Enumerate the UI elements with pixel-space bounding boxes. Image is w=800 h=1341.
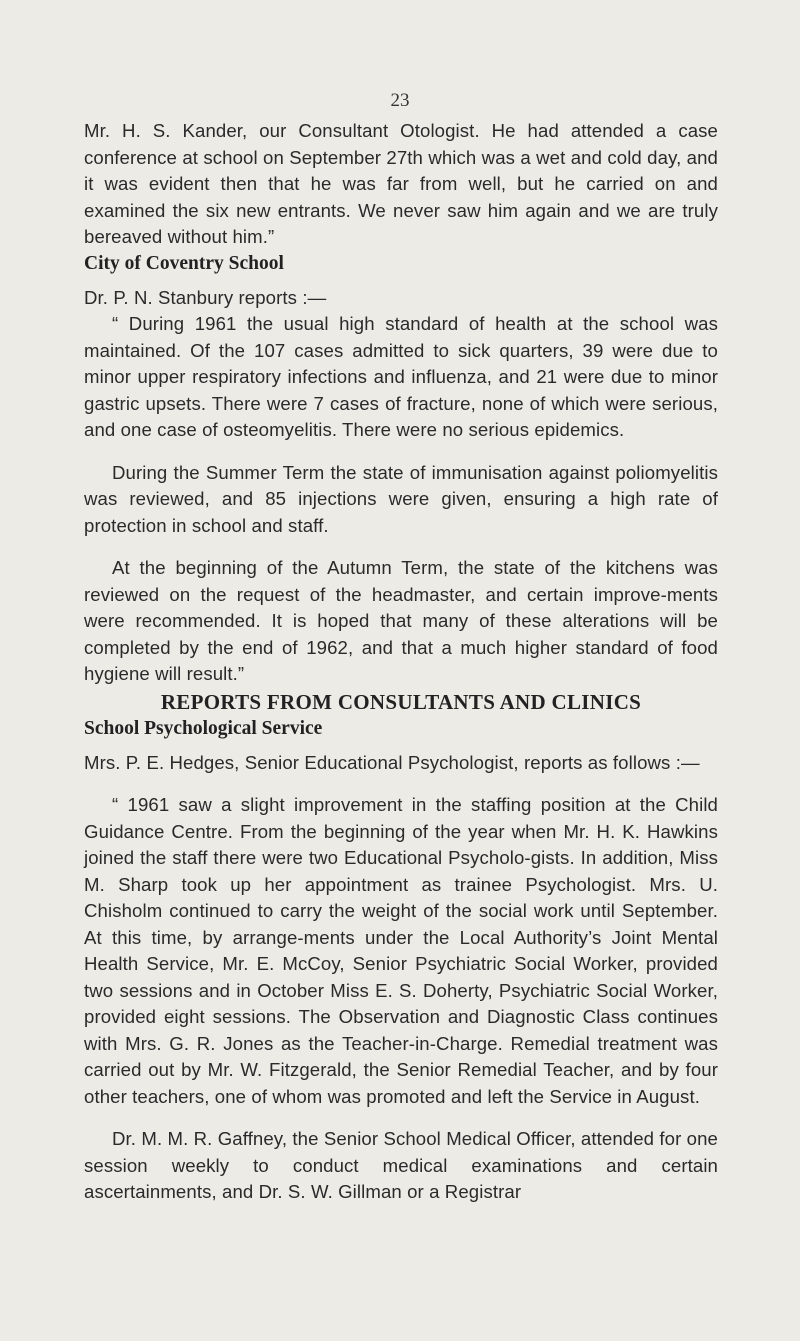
paragraph-kander: Mr. H. S. Kander, our Consultant Otologist. He had attended a case conference at school on September 27th which was a wet and cold day, and it was evident then that he was far from well, but he carried on and examined the six new entrants. We never saw him again and we are truly bereaved without him.”: [84, 120, 718, 247]
paragraph-coventry-3: At the beginning of the Autumn Term, the state of the kitchens was reviewed on the request of the headmaster, and certain improve-ments were recommended. It is hoped that many of these alterations will be completed by the end of 1962, and that a much higher standard of food hygiene will result.”: [84, 557, 718, 684]
section-heading-reports: REPORTS FROM CONSULTANTS AND CLINICS: [160, 689, 642, 714]
paragraph-psych-2: Dr. M. M. R. Gaffney, the Senior School Medical Officer, attended for one session weekly to conduct medical examinations and certain ascertainments, and Dr. S. W. Gillman or a Registrar: [84, 1128, 718, 1202]
paragraph-coventry-1: “ During 1961 the usual high standard of health at the school was maintained. Of the 107 cases admitted to sick quarters, 39 were due to minor upper respiratory infections and influenza, and 21 were due to minor gastric upsets. There were 7 cases of fracture, none of which were serious, and one case of osteomyelitis. There were no serious epidemics.: [84, 313, 718, 440]
page-content: [84, 118, 718, 1206]
paragraph-psych-intro: Mrs. P. E. Hedges, Senior Educational Psychologist, reports as follows :—: [84, 751, 700, 773]
heading-coventry-school: City of Coventry School: [84, 252, 284, 274]
paragraph-psych-1: “ 1961 saw a slight improvement in the staffing position at the Child Guidance Centre. From the beginning of the year when Mr. H. K. Hawkins joined the staff there were two Educational Psycholo-gists. In addition, Miss M. Sharp took up her appointment as trainee Psychologist. Mrs. U. Chisholm continued to carry the weight of the social work until September. At this time, by arrange-ments under the Local Authority’s Joint Mental Health Service, Mr. E. McCoy, Senior Psychiatric Social Worker, provided two sessions and in October Miss E. S. Doherty, Psychiatric Social Worker, provided eight sessions. The Observation and Diagnostic Class continues with Mrs. G. R. Jones as the Teacher-in-Charge. Remedial treatment was carried out by Mr. W. Fitzgerald, the Senior Remedial Teacher, and by four other teachers, one of whom was promoted and left the Service in August.: [84, 794, 718, 1107]
paragraph-coventry-2: During the Summer Term the state of immunisation against poliomyelitis was reviewed, and 85 injections were given, ensuring a high rate of protection in school and staff.: [84, 461, 718, 536]
paragraph-coventry-intro: Dr. P. N. Stanbury reports :—: [84, 286, 327, 308]
page-number: 23: [390, 90, 410, 111]
heading-psychological-service: School Psychological Service: [84, 717, 323, 739]
